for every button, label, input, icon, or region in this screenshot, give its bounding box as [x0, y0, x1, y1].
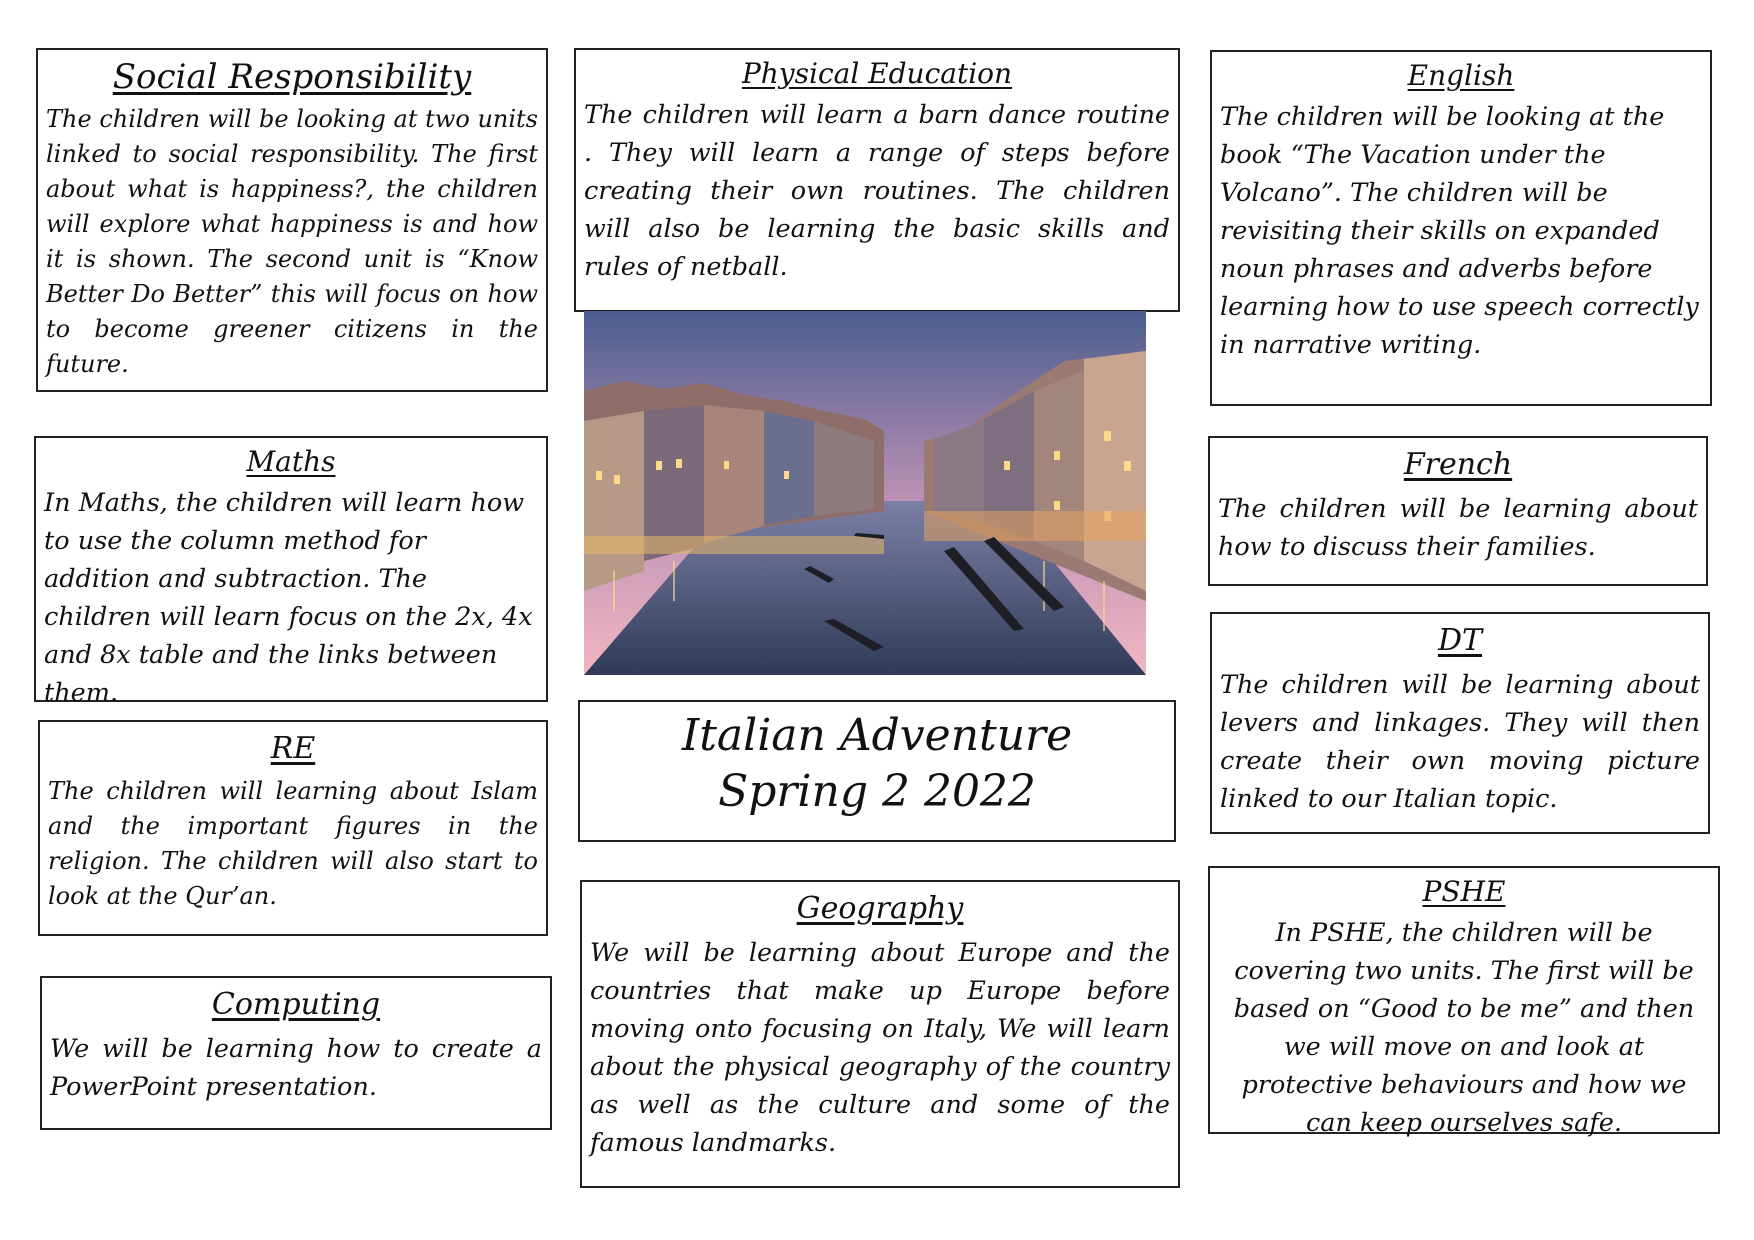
physical-education-panel [574, 48, 1180, 312]
topic-title-box [578, 700, 1176, 842]
dt-text: The children will be learning about levers and linkages. They will then create their own moving picture linked to our Italian topic. [1220, 670, 1700, 814]
english-text: The children will be looking at the book “The Vacation under the Volcano”. The children will be revisiting their skills on expanded noun phrases and adverbs before learning how to use speech correctly in narrative writing. [1220, 102, 1699, 360]
social-responsibility-panel [36, 48, 548, 392]
pshe-title: PSHE [1422, 875, 1506, 908]
maths-text: In Maths, the children will learn how to use the column method for addition and subtraction. The children will learn focus on the 2x, 4x and 8x table and the links between them. [44, 488, 533, 708]
computing-panel [40, 976, 552, 1130]
dt-title: DT [1437, 623, 1483, 658]
topic-title: Italian Adventure [681, 710, 1073, 761]
pshe-text: In PSHE, the children will be covering two units. The first will be based on “Good to be me” and then we will move on and look at protective behaviours and how we can keep ourselves safe. [1233, 918, 1695, 1138]
pshe-panel [1208, 866, 1720, 1138]
french-text: The children will be learning about how to discuss their families. [1218, 494, 1698, 562]
english-title: English [1407, 59, 1515, 92]
social-responsibility-title: Social Responsibility [112, 57, 472, 97]
maths-panel [34, 436, 548, 708]
re-title: RE [270, 731, 316, 766]
re-text: The children will learning about Islam and the important figures in the religion. The children will also start to look at the Qur’an. [48, 777, 538, 910]
maths-title: Maths [246, 445, 336, 478]
venice-canal-photo [584, 311, 1146, 675]
re-panel [38, 720, 548, 936]
computing-text: We will be learning how to create a PowerPoint presentation. [50, 1034, 542, 1102]
term-year: Spring 2 2022 [718, 766, 1036, 817]
french-panel [1208, 436, 1708, 586]
computing-title: Computing [211, 987, 381, 1022]
physical-education-title: Physical Education [741, 57, 1013, 90]
geography-title: Geography [796, 891, 964, 926]
french-title: French [1403, 447, 1513, 482]
geography-panel [580, 880, 1180, 1188]
social-responsibility-text: The children will be looking at two units linked to social responsibility. The first about what is happiness?, the children will explore what happiness is and how it is shown. The second unit is “Know Better Do Better” this will focus on how to become greener citizens in the future. [46, 105, 538, 378]
physical-education-text: The children will learn a barn dance routine . They will learn a range of steps before creating their own routines. The children will also be learning the basic skills and rules of netball. [584, 100, 1170, 282]
english-panel [1210, 50, 1712, 406]
geography-text: We will be learning about Europe and the countries that make up Europe before moving onto focusing on Italy, We will learn about the physical geography of the country as well as the culture and some of the famous landmarks. [590, 938, 1170, 1158]
dt-panel [1210, 612, 1710, 834]
